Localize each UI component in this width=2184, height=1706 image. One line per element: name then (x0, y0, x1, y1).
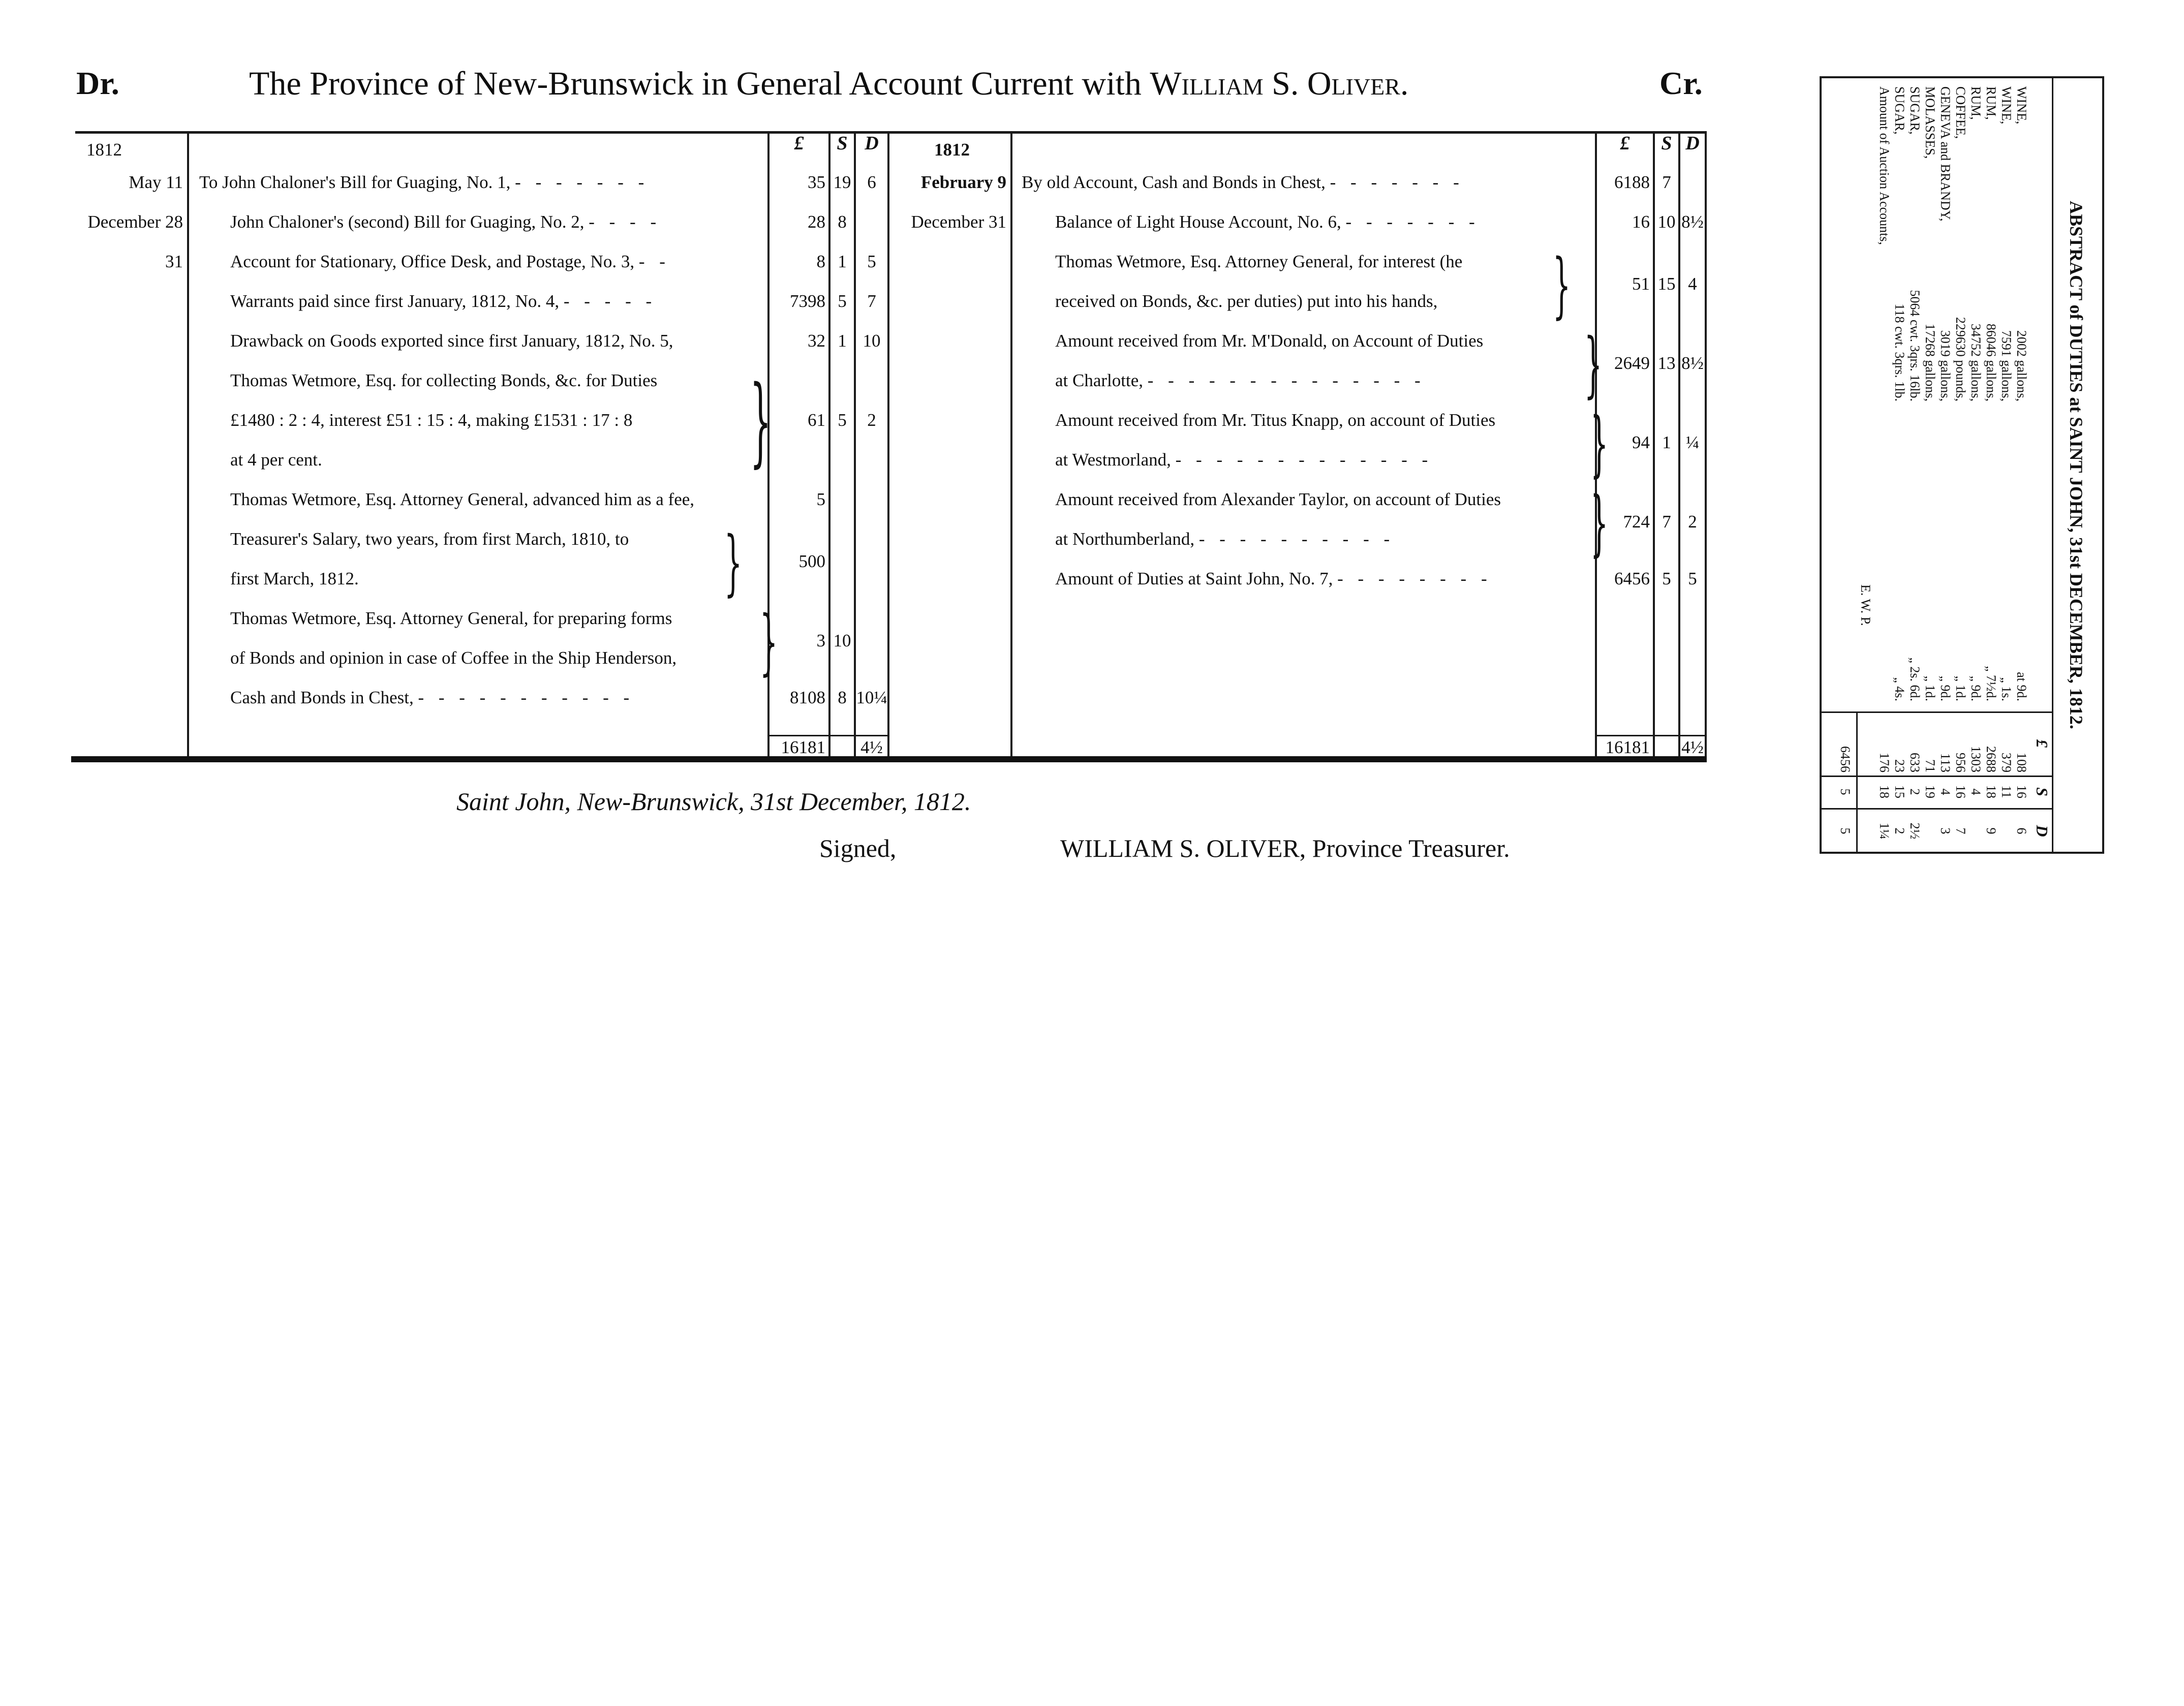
entry-pounds: 51 (1632, 274, 1650, 294)
place-date: Saint John, New-Brunswick, 31st December, 1812. (456, 787, 971, 816)
entry-pence: 8½ (1681, 212, 1704, 232)
entry-shillings: 8 (838, 212, 847, 232)
document-title (249, 67, 1408, 101)
abstract-total-pence: 5 (1838, 827, 1853, 834)
abstract-rate: „ 1d. (1953, 675, 1968, 701)
entry-description: Warrants paid since first January, 1812, No. 4, - - - - - (230, 291, 657, 311)
abstract-quantity: 3019 gallons, (1938, 330, 1953, 401)
abstract-shillings: 11 (1999, 785, 2014, 798)
entry-pounds: 7398 (790, 291, 825, 311)
entry-description: at Westmorland, - - - - - - - - - - - - - (1055, 450, 1433, 470)
abstract-item: GENEVA and BRANDY, (1938, 86, 1953, 222)
entry-shillings: 1 (1662, 432, 1671, 452)
entry-pounds: 28 (808, 212, 825, 232)
abstract-total-rule (1856, 711, 1858, 854)
abstract-shillings: 16 (2014, 785, 2029, 798)
entry-shillings: 7 (1662, 172, 1671, 192)
credit-total-rule (1595, 735, 1707, 736)
abstract-item: SUGAR, (1908, 86, 1922, 135)
entry-pounds: 61 (808, 410, 825, 430)
credit-date-rule (1010, 131, 1012, 756)
abstract-title: ABSTRACT of DUTIES at SAINT JOHN, 31st DECEMBER, 1812. (2066, 201, 2086, 729)
abstract-pounds: 2688 (1984, 746, 1998, 772)
abstract-shillings: 16 (1953, 785, 1968, 798)
credit-total-pence: 4½ (1681, 737, 1704, 757)
entry-shillings: 1 (838, 331, 847, 351)
entry-pounds: 35 (808, 172, 825, 192)
abstract-shillings: 15 (1892, 785, 1907, 798)
entry-date: December 28 (87, 212, 183, 232)
debit-total-pounds: 16181 (781, 737, 825, 757)
debit-year: 1812 (86, 140, 122, 160)
abstract-pounds: 108 (2014, 753, 2029, 772)
credit-pence-header: D (1685, 133, 1700, 154)
duties-abstract (1820, 76, 2104, 854)
abstract-shillings: 18 (1877, 785, 1892, 798)
abstract-pence: 6 (2014, 827, 2029, 834)
abstract-shillings: 4 (1938, 788, 1953, 795)
debit-pence-header: D (865, 133, 879, 154)
title-name: William S. Oliver. (1150, 65, 1409, 102)
abstract-shillings: 4 (1968, 788, 1983, 795)
entry-description: Amount received from Mr. M'Donald, on Account of Duties (1055, 331, 1484, 351)
abstract-item: WINE, (2014, 86, 2029, 125)
abstract-item: RUM, (1968, 86, 1983, 120)
entry-shillings: 5 (838, 291, 847, 311)
abstract-quantity: 5064 cwt. 3qrs. 16lb. (1908, 290, 1922, 401)
abstract-item: MOLASSES, (1923, 86, 1937, 159)
abstract-quantity: 17268 gallons, (1923, 323, 1937, 401)
entry-pence: 10¼ (856, 688, 887, 707)
entry-description: at 4 per cent. (230, 450, 322, 470)
entry-description: Account for Stationary, Office Desk, and Postage, No. 3, - - (230, 252, 670, 271)
abstract-shillings-header: S (2033, 787, 2051, 796)
credit-total-pounds: 16181 (1605, 737, 1650, 757)
entry-pounds: 6456 (1614, 569, 1650, 588)
abstract-pounds-header: £ (2033, 739, 2051, 748)
entry-shillings: 5 (1662, 569, 1671, 588)
credit-end-rule (1705, 131, 1707, 756)
abstract-quantity: 229630 pounds, (1953, 317, 1968, 401)
entry-description: Thomas Wetmore, Esq. Attorney General, for preparing forms (230, 608, 672, 628)
entry-description: £1480 : 2 : 4, interest £51 : 15 : 4, making £1531 : 17 : 8 (230, 410, 633, 430)
abstract-pence: 2½ (1908, 822, 1922, 840)
title-main: The Province of New-Brunswick in General Account Current with (249, 65, 1142, 102)
abstract-shillings: 18 (1984, 785, 1998, 798)
entry-shillings: 19 (833, 172, 851, 192)
abstract-title-rule (2052, 76, 2053, 854)
entry-description: Drawback on Goods exported since first January, 1812, No. 5, (230, 331, 673, 351)
debit-total-pence: 4½ (860, 737, 883, 757)
bracket-right: } (759, 601, 778, 684)
entry-description: at Charlotte, - - - - - - - - - - - - - - (1055, 370, 1426, 390)
entry-shillings: 13 (1657, 353, 1676, 373)
account-ledger (75, 131, 1707, 762)
entry-shillings: 1 (838, 252, 847, 271)
abstract-pounds: 113 (1938, 753, 1953, 772)
ledger-bottom-rule (71, 756, 1707, 762)
debit-total-rule (767, 735, 889, 736)
abstract-pence: 2 (1892, 827, 1907, 834)
entry-description: Treasurer's Salary, two years, from first March, 1810, to (230, 529, 629, 549)
abstract-total-pounds: 6456 (1838, 746, 1853, 772)
entry-description: Cash and Bonds in Chest, - - - - - - - - - - - (230, 688, 635, 707)
entry-pence: 2 (1688, 512, 1697, 532)
entry-shillings: 5 (838, 410, 847, 430)
abstract-quantity: 7591 gallons, (1999, 330, 2014, 401)
abstract-pence: 7 (1953, 827, 1968, 834)
abstract-rate: „ 4s. (1892, 677, 1907, 701)
abstract-item: WINE, (1999, 86, 2014, 125)
entry-shillings: 10 (1657, 212, 1676, 232)
abstract-pounds: 379 (1999, 753, 2014, 772)
credit-pounds-header: £ (1620, 133, 1630, 154)
entry-date: May 11 (129, 172, 183, 192)
entry-pounds: 500 (798, 551, 825, 571)
debit-date-rule (187, 131, 189, 756)
entry-pence: 4 (1688, 274, 1697, 294)
entry-description: John Chaloner's (second) Bill for Guaging, No. 2, - - - - (230, 212, 662, 232)
bracket-right: } (1552, 244, 1571, 327)
entry-pounds: 6188 (1614, 172, 1650, 192)
abstract-quantity: 118 cwt. 3qrs. 1lb. (1892, 303, 1907, 401)
signatory: WILLIAM S. OLIVER, Province Treasurer. (1060, 834, 1510, 862)
entry-description: By old Account, Cash and Bonds in Chest, - - - - - - - (1022, 172, 1464, 192)
entry-description: Amount received from Alexander Taylor, on account of Duties (1055, 489, 1501, 509)
entry-shillings: 15 (1657, 274, 1676, 294)
bracket-right: } (750, 365, 772, 477)
debit-shillings-header: S (837, 133, 848, 154)
abstract-item: COFFEE, (1953, 86, 1968, 139)
entry-description: at Northumberland, - - - - - - - - - - (1055, 529, 1395, 549)
entry-pence: ¼ (1685, 432, 1700, 452)
abstract-item: RUM, (1984, 86, 1998, 120)
entry-pounds: 32 (808, 331, 825, 351)
entry-shillings: 8 (838, 688, 847, 707)
entry-pounds: 3 (816, 631, 825, 650)
abstract-rate: „ 9d. (1938, 675, 1953, 701)
entry-date: February 9 (920, 172, 1006, 192)
abstract-quantity: 86046 gallons, (1984, 323, 1998, 401)
bracket-right: } (1590, 482, 1609, 565)
abstract-rate: „ 7½d. (1984, 665, 1998, 701)
abstract-shillings: 19 (1923, 785, 1937, 798)
abstract-quantity: 34752 gallons, (1968, 323, 1983, 401)
abstract-shillings: 2 (1908, 788, 1922, 795)
credit-shillings-header: S (1661, 133, 1672, 154)
abstract-pounds: 71 (1923, 759, 1937, 772)
abstract-initials: E. W. P. (1858, 584, 1873, 626)
entry-date: 31 (165, 252, 183, 271)
entry-pounds: 94 (1632, 432, 1650, 452)
entry-pence: 6 (867, 172, 876, 192)
entry-shillings: 10 (833, 631, 851, 650)
credit-label: Cr. (1659, 65, 1703, 101)
entry-pence: 5 (867, 252, 876, 271)
entry-description: To John Chaloner's Bill for Guaging, No. 1, - - - - - - - (199, 172, 650, 192)
bracket-right: } (724, 521, 743, 604)
debit-pence-rule (854, 131, 856, 756)
entry-pounds: 8 (816, 252, 825, 271)
abstract-quantity: 2002 gallons, (2014, 330, 2029, 401)
abstract-item: SUGAR, (1892, 86, 1907, 135)
entry-pounds: 16 (1632, 212, 1650, 232)
entry-pounds: 8108 (790, 688, 825, 707)
entry-pounds: 724 (1623, 512, 1650, 532)
entry-description: Amount of Duties at Saint John, No. 7, - - - - - - - - (1055, 569, 1492, 588)
ledger-top-rule (75, 131, 1707, 134)
abstract-pence: 9 (1984, 827, 1998, 834)
entry-shillings: 7 (1662, 512, 1671, 532)
entry-description: Thomas Wetmore, Esq. Attorney General, advanced him as a fee, (230, 489, 695, 509)
debit-label: Dr. (76, 65, 119, 101)
abstract-pounds: 633 (1908, 753, 1922, 772)
signed-label: Signed, (819, 834, 897, 862)
abstract-pence-header: D (2033, 825, 2051, 837)
entry-description: of Bonds and opinion in case of Coffee in the Ship Henderson, (230, 648, 677, 668)
abstract-pence: 1¼ (1877, 822, 1892, 840)
credit-year: 1812 (934, 140, 970, 160)
entry-pence: 2 (867, 410, 876, 430)
abstract-rate: „ 9d. (1968, 675, 1983, 701)
abstract-rate: at 9d. (2014, 672, 2029, 701)
entry-date: December 31 (911, 212, 1006, 232)
entry-description: received on Bonds, &c. per duties) put into his hands, (1055, 291, 1438, 311)
entry-description: Thomas Wetmore, Esq. for collecting Bonds, &c. for Duties (230, 370, 658, 390)
entry-description: Amount received from Mr. Titus Knapp, on account of Duties (1055, 410, 1496, 430)
bracket-right: } (1584, 323, 1603, 406)
abstract-rate: „ 1s. (1999, 677, 2014, 701)
bracket-right: } (1590, 402, 1609, 485)
abstract-rate: „ 1d. (1923, 675, 1937, 701)
entry-description: Balance of Light House Account, No. 6, - - - - - - - (1055, 212, 1480, 232)
entry-description: Thomas Wetmore, Esq. Attorney General, for interest (he (1055, 252, 1463, 271)
entry-pence: 8½ (1681, 353, 1704, 373)
abstract-pounds: 176 (1877, 753, 1892, 772)
entry-pence: 7 (867, 291, 876, 311)
abstract-item: Amount of Auction Accounts, (1877, 86, 1892, 245)
entry-pence: 10 (863, 331, 881, 351)
entry-pounds: 2649 (1614, 353, 1650, 373)
abstract-rate: „ 2s. 6d. (1908, 657, 1922, 701)
abstract-pence: 3 (1938, 827, 1953, 834)
entry-pounds: 5 (816, 489, 825, 509)
entry-description: first March, 1812. (230, 569, 359, 588)
abstract-pounds: 956 (1953, 753, 1968, 772)
abstract-total-shillings: 5 (1838, 788, 1853, 795)
abstract-pounds: 23 (1892, 759, 1907, 772)
entry-pence: 5 (1688, 569, 1697, 588)
abstract-pounds: 1303 (1968, 746, 1983, 772)
debit-pounds-header: £ (794, 133, 804, 154)
